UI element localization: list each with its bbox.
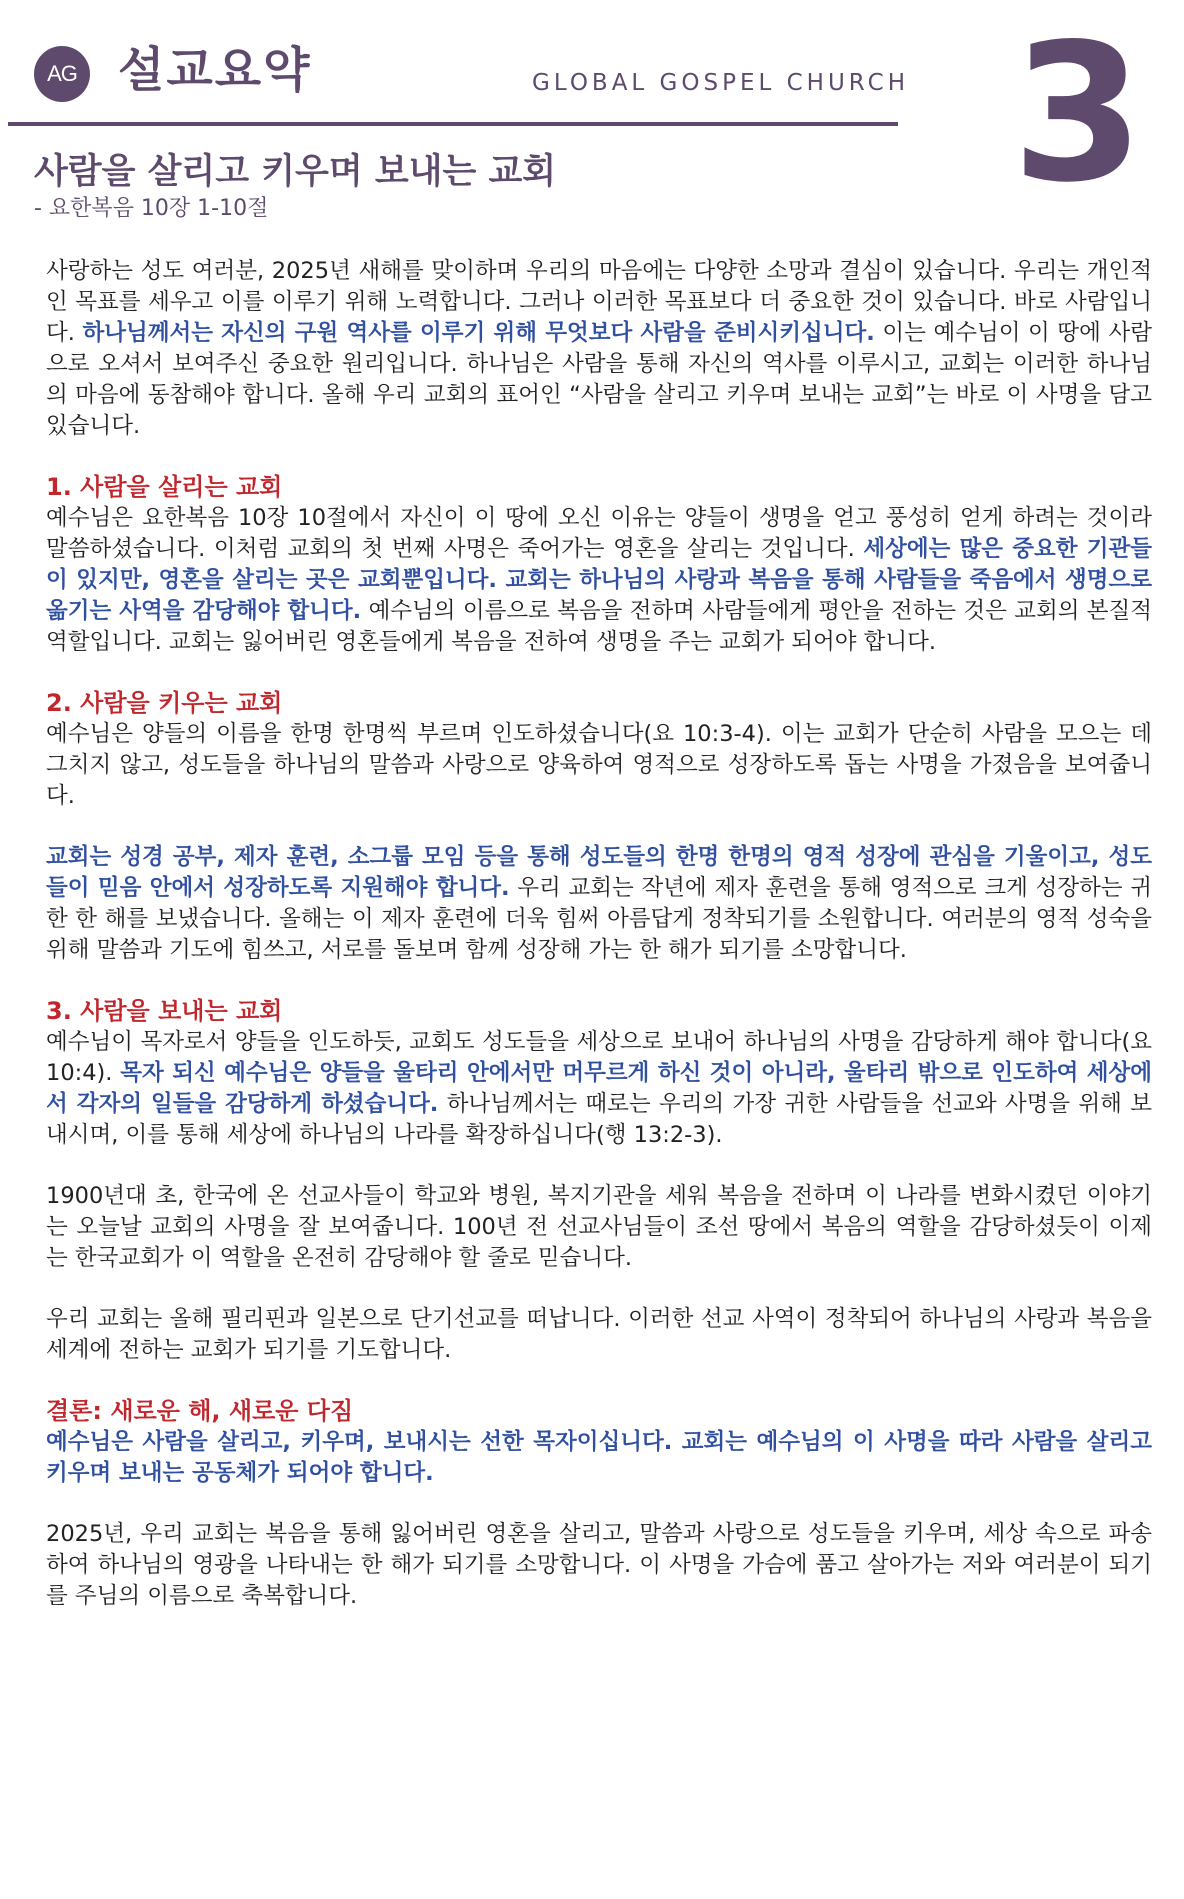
issue-number: 3 [1011,3,1144,224]
section-3-highlight: 목자 되신 예수님은 양들을 울타리 안에서만 머무르게 하신 것이 아니라, 울타리 밖으로 인도하여 세상에서 각자의 일들을 감당하게 하셨습니다. [46,1060,1152,1117]
section-3-paragraph-3: 우리 교회는 올해 필리핀과 일본으로 단기선교를 떠납니다. 이러한 선교 사역이 정착되어 하나님의 사랑과 복음을 세계에 전하는 교회가 되기를 기도합니다. [46,1306,1152,1363]
section-1-highlight: 세상에는 많은 중요한 기관들이 있지만, 영혼을 살리는 곳은 교회뿐입니다. 교회는 하나님의 사랑과 복음을 통해 사람들을 죽음에서 생명으로 옮기는 사역을 감당해야 합니다. [46,536,1152,624]
section-3-paragraph-1 [46,1027,1152,1151]
section-1-text-b: 예수님의 이름으로 복음을 전하며 사람들에게 평안을 전하는 것은 교회의 본질적 역할입니다. 교회는 잃어버린 영혼들에게 복음을 전하여 생명을 주는 교회가 되어야 합니다. [46,598,1153,655]
section-2-paragraph-2 [46,842,1152,966]
sermon-body [46,256,1152,1612]
conclusion-paragraph-1 [46,1427,1152,1489]
page-title: 설교요약 [118,42,312,98]
section-1-text-a: 예수님은 요한복음 10장 10절에서 자신이 이 땅에 오신 이유는 양들이 생명을 얻고 풍성히 얻게 하려는 것이라 말씀하셨습니다. 이처럼 교회의 첫 번째 사명은 죽어가는 영혼을 살리는 것입니다. [46,505,1152,562]
conclusion-heading: 결론: 새로운 해, 새로운 다짐 [46,1397,354,1425]
section-1-paragraph [46,503,1152,658]
section-3-text-a: 예수님이 목자로서 양들을 인도하듯, 교회도 성도들을 세상으로 보내어 하나님의 사명을 감당하게 해야 합니다(요 10:4). [46,1029,1152,1086]
section-2-heading: 2. 사람을 키우는 교회 [46,689,283,717]
section-2-text-b: 우리 교회는 작년에 제자 훈련을 통해 영적으로 크게 성장하는 귀한 한 해를 보냈습니다. 올해는 이 제자 훈련에 더욱 힘써 아름답게 정착되기를 소원합니다. 여러분의 영적 성숙을 위해 말씀과 기도에 힘쓰고, 서로를 돌보며 함께 성장해 가는 한 해가 되기를 소망합니다. [46,875,1152,963]
intro-paragraph [46,256,1152,442]
section-2-highlight: 교회는 성경 공부, 제자 훈련, 소그룹 모임 등을 통해 성도들의 한명 한명의 영적 성장에 관심을 기울이고, 성도들이 믿음 안에서 성장하도록 지원해야 합니다. [46,844,1152,901]
header-divider [8,122,898,126]
intro-text-b: 이는 예수님이 이 땅에 사람으로 오셔서 보여주신 중요한 원리입니다. 하나님은 사람을 통해 자신의 역사를 이루시고, 교회는 이러한 하나님의 마음에 동참해야 합니다. 올해 우리 교회의 표어인 “사람을 살리고 키우며 보내는 교회”는 바로 이 사명을 담고 있습니다. [46,320,1152,439]
intro-text-a: 사랑하는 성도 여러분, 2025년 새해를 맞이하며 우리의 마음에는 다양한 소망과 결심이 있습니다. 우리는 개인적인 목표를 세우고 이를 이루기 위해 노력합니다. 그러나 이러한 목표보다 더 중요한 것이 있습니다. 바로 사람입니다. [46,258,1152,346]
intro-highlight: 하나님께서는 자신의 구원 역사를 이루기 위해 무엇보다 사람을 준비시키십니다. [82,320,875,346]
section-3-paragraph-2: 1900년대 초, 한국에 온 선교사들이 학교와 병원, 복지기관을 세워 복음을 전하며 이 나라를 변화시켰던 이야기는 오늘날 교회의 사명을 잘 보여줍니다. 100년 전 선교사님들이 조선 땅에서 복음의 역할을 감당하셨듯이 이제는 한국교회가 이 역할을 온전히 감당해야 할 줄로 믿습니다. [46,1183,1152,1271]
conclusion-highlight: 예수님은 사람을 살리고, 키우며, 보내시는 선한 목자이십니다. 교회는 예수님의 이 사명을 따라 사람을 살리고 키우며 보내는 공동체가 되어야 합니다. [46,1429,1152,1486]
section-3-text-b: 하나님께서는 때로는 우리의 가장 귀한 사람들을 선교와 사명을 위해 보내시며, 이를 통해 세상에 하나님의 나라를 확장하십니다(행 13:2-3). [46,1091,1152,1148]
sermon-title: 사람을 살리고 키우며 보내는 교회 [34,152,557,192]
scripture-reference: - 요한복음 10장 1-10절 [34,196,269,221]
section-1-heading: 1. 사람을 살리는 교회 [46,473,283,501]
section-3-heading: 3. 사람을 보내는 교회 [46,997,283,1025]
section-2-paragraph-1: 예수님은 양들의 이름을 한명 한명씩 부르며 인도하셨습니다(요 10:3-4). 이는 교회가 단순히 사람을 모으는 데 그치지 않고, 성도들을 하나님의 말씀과 사랑으로 양육하여 영적으로 성장하도록 돕는 사명을 가졌음을 보여줍니다. [46,721,1152,809]
church-name: GLOBAL GOSPEL CHURCH [532,70,909,96]
church-logo: AG [34,46,90,102]
conclusion-paragraph-2: 2025년, 우리 교회는 복음을 통해 잃어버린 영혼을 살리고, 말씀과 사랑으로 성도들을 키우며, 세상 속으로 파송하여 하나님의 영광을 나타내는 한 해가 되기를 소망합니다. 이 사명을 가슴에 품고 살아가는 저와 여러분이 되기를 주님의 이름으로 축복합니다. [46,1521,1152,1609]
